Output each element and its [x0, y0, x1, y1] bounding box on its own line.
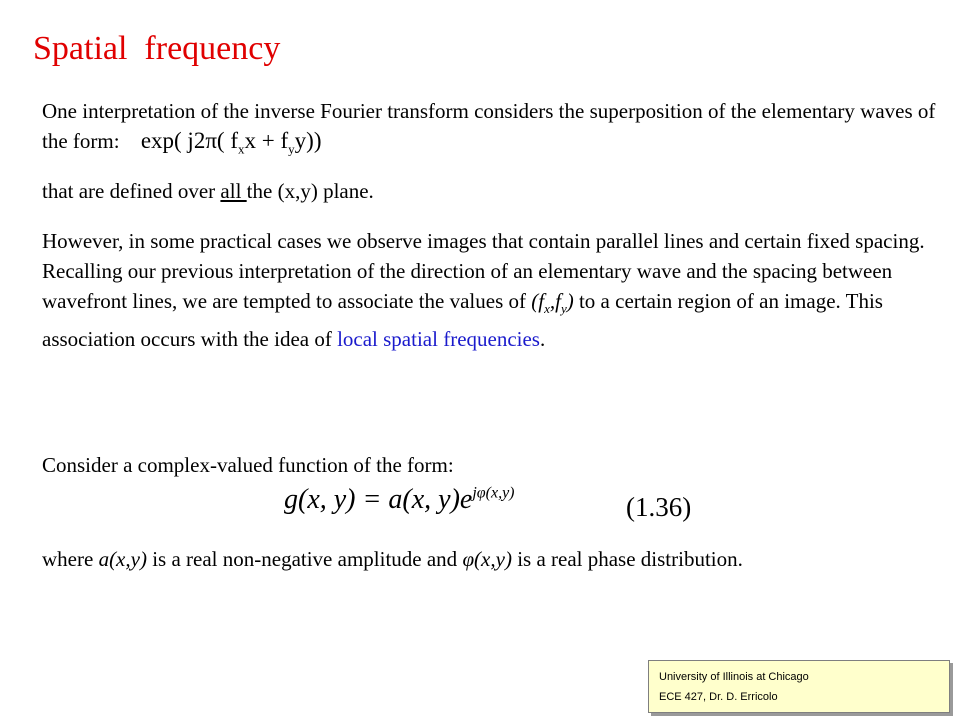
fy: ,f	[549, 289, 561, 313]
eq-part: exp( j2π( f	[140, 128, 239, 153]
paragraph-where	[42, 544, 942, 574]
equation-1-36	[284, 484, 515, 516]
eq-sub-x: x	[238, 141, 245, 157]
period: .	[539, 327, 546, 352]
text: the (x,y) plane.	[246, 179, 374, 203]
paragraph-practical-cases	[42, 226, 942, 354]
phase-term: φ(x,y)	[462, 547, 512, 571]
equation-lhs: g(x, y) = a(x, y)e	[284, 484, 473, 515]
slide-title: Spatial frequency	[33, 30, 281, 67]
close-paren: )	[566, 289, 574, 313]
amplitude-term: a(x,y)	[98, 547, 147, 571]
eq-sub-y: y	[288, 141, 295, 157]
text: is a real non-negative amplitude and	[146, 547, 463, 571]
paragraph-defined-over	[42, 176, 942, 206]
text: where	[42, 547, 99, 571]
underlined-all: all	[220, 179, 247, 203]
eq-part: x + f	[244, 128, 289, 153]
text: However, in some practical cases we observe images that contain parallel lines and certain fixed spacing. Recalling our previous interpretation of the direction of an elementary wave and the spacing between wavefront lines, we are tempted to associate the values of	[42, 229, 925, 313]
paragraph-consider: Consider a complex-valued function of the form:	[42, 453, 454, 477]
equation-number: (1.36)	[626, 492, 692, 522]
footer-box	[648, 660, 950, 713]
highlight-local-spatial-frequencies: local spatial frequencies	[337, 327, 540, 352]
fx: (f	[531, 289, 545, 313]
footer-course: ECE 427, Dr. D. Erricolo	[659, 691, 778, 703]
text: is a real phase distribution.	[511, 547, 743, 571]
sub-x: x	[544, 301, 550, 317]
eq-part: y))	[294, 128, 322, 153]
footer-university: University of Illinois at Chicago	[659, 671, 809, 683]
paragraph-text: One interpretation of the inverse Fourier transform considers the superposition of the elementary waves of the form:	[42, 99, 936, 153]
equation-exponent: jφ(x,y)	[472, 484, 515, 502]
inline-equation-exp	[140, 128, 322, 157]
text: to a certain region of an image. This association occurs with the idea of	[42, 289, 883, 352]
fxfy-pair	[531, 289, 574, 317]
sub-y: y	[560, 301, 567, 317]
paragraph-elementary-waves	[42, 96, 942, 165]
text: that are defined over	[42, 179, 221, 203]
